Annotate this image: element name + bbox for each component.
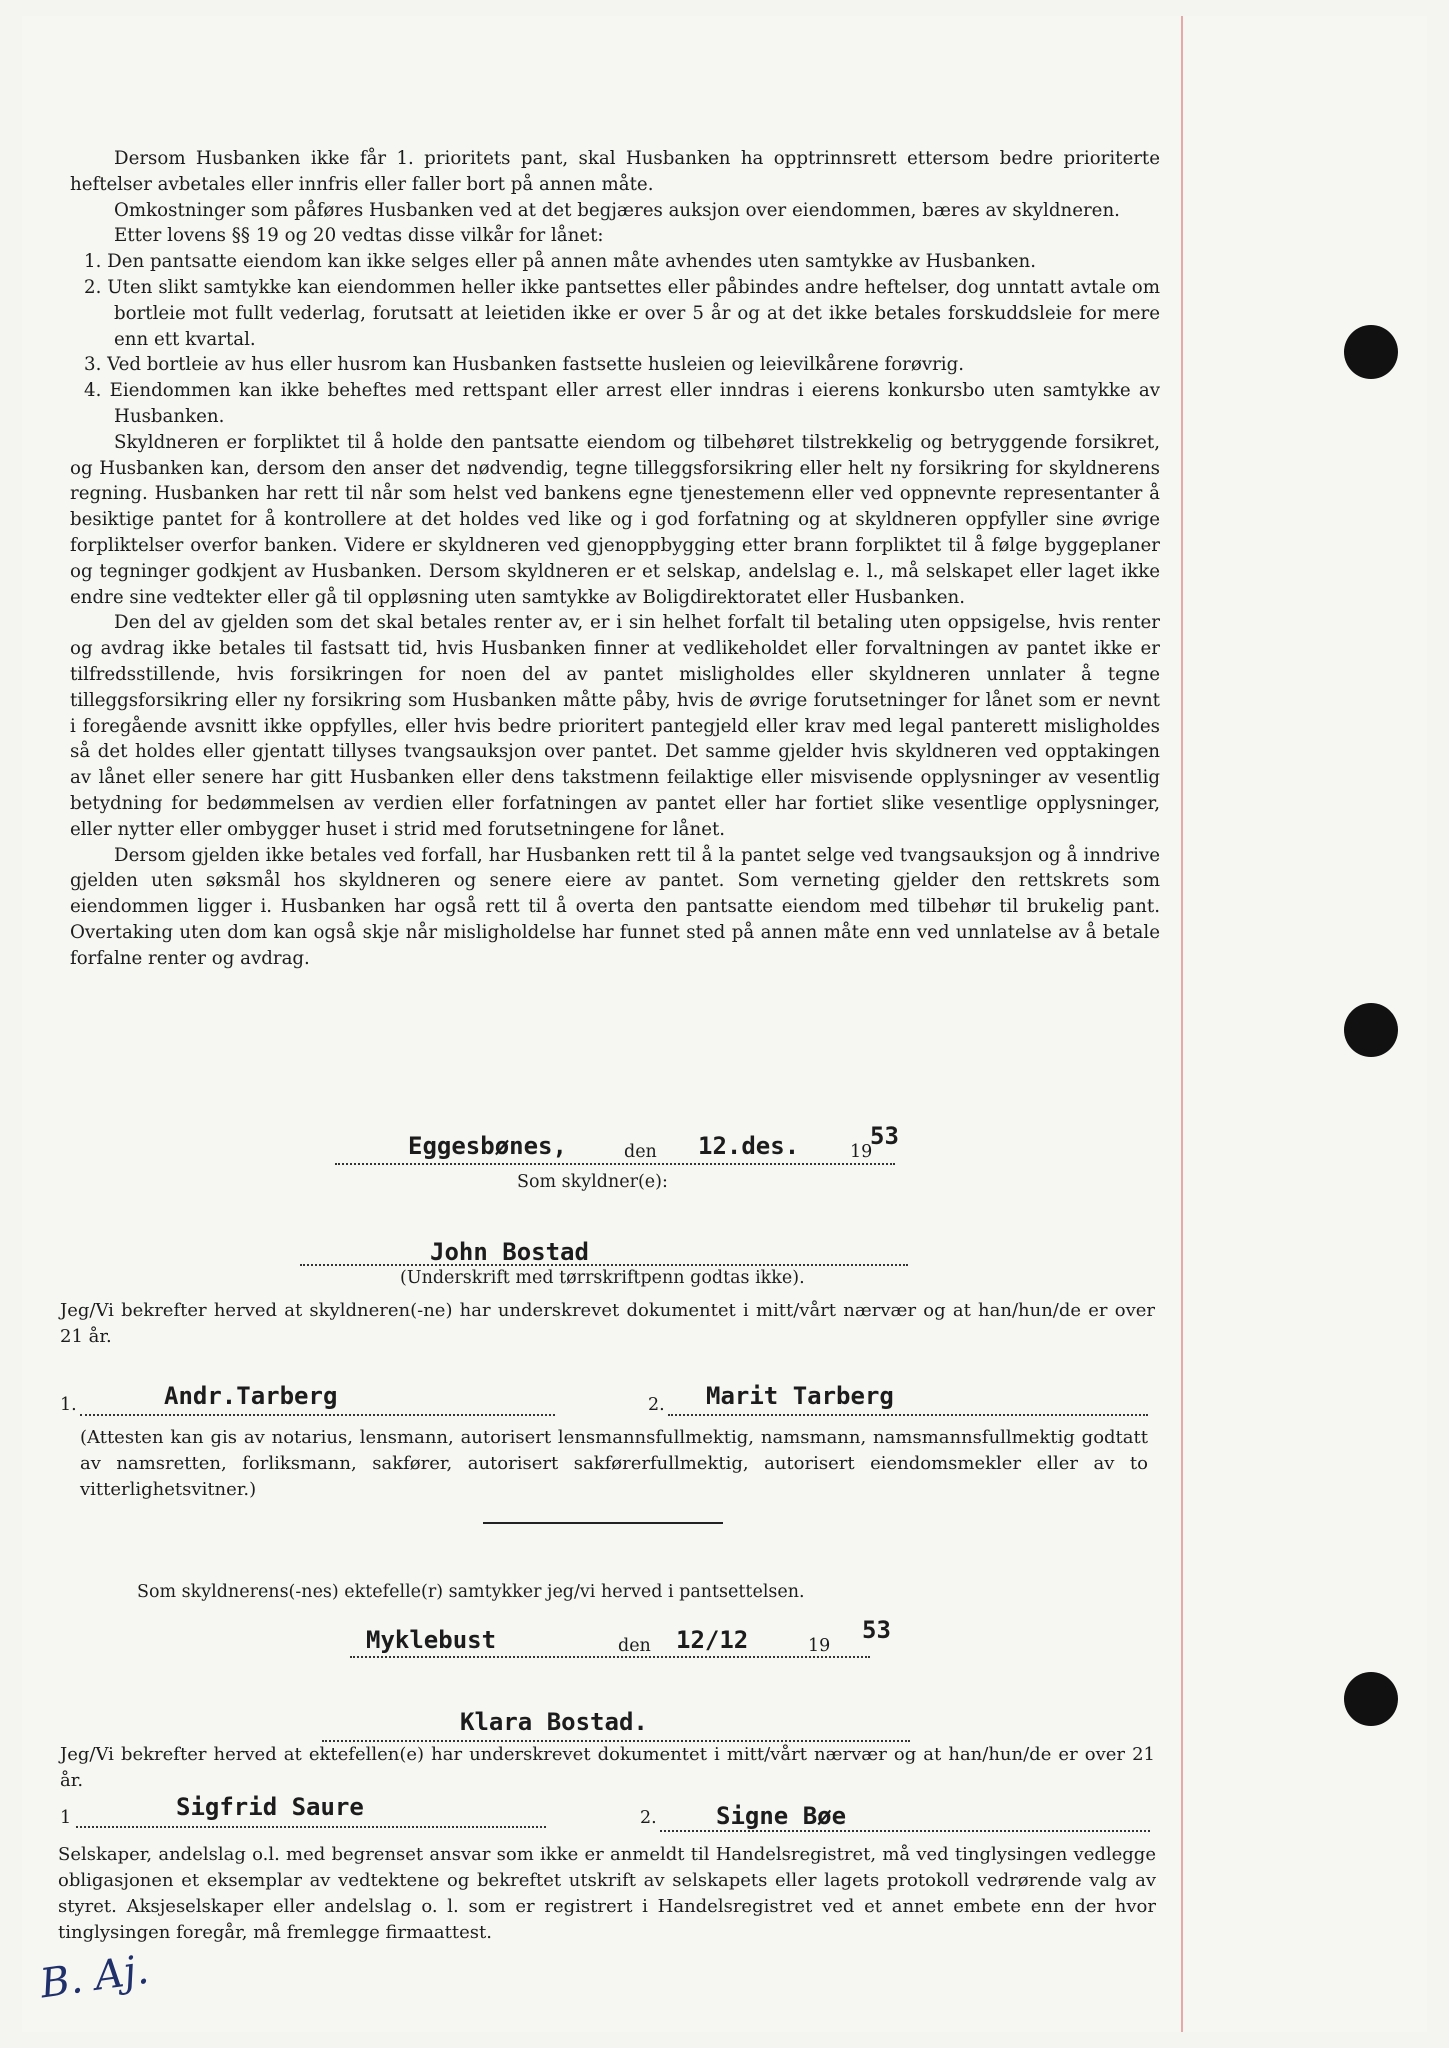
conditions-list <box>70 249 1160 430</box>
paragraph-default: Den del av gjelden som det skal betales renter av, er i sin helhet forfalt til betaling uten oppsigelse, hvis renter og avdrag ikke betales til fastsatt tid, hvis Husbanken finner at vedlikeholdet eller forvaltningen av pantet ikke er tilfredsstillende, hvis forsikringen for noen del av pantet misligholdes eller skyldneren unnlater å tegne tilleggsforsikring eller ny forsikring som Husbanken måtte påby, hvis de øvrige forutsetninger for lånet som er nevnt i foregående avsnitt ikke oppfylles, eller hvis bedre prioritert pantegjeld eller krav med legal panterett misligholdes så det holdes eller gjentatt tillyses tvangsauksjon over pantet. Det samme gjelder hvis skyldneren ved opptakingen av lånet eller senere har gitt Husbanken eller dens takstmenn feilaktige eller misvisende opplysninger av vesentlig betydning for bedømmelsen av verdien eller forfatningen av pantet eller har fortiet slike vesentlige opplysninger, eller nytter eller ombygger huset i strid med forutsetningene for lånet. <box>70 612 1160 840</box>
paragraph-foreclosure: Dersom gjelden ikke betales ved forfall, har Husbanken rett til å la pantet selge ved tvangsauksjon og å inndrive gjelden uten søksmål hos skyldneren og senere eiere av pantet. Som verneting gjelder den rettskrets som eiendommen ligger i. Husbanken har også rett til å overta den pantsatte eiendom med tilbehør til brukelig pant. Overtaking uten dom kan også skje når misligholdelse har funnet sted på annen måte enn ved unnlatelse av å betale forfalne renter og avdrag. <box>70 844 1160 969</box>
debtor-confirm-text: Jeg/Vi bekrefter herved at skyldneren(-ne) har underskrevet dokumentet i mitt/vårt nærvær og at han/hun/de er over 21 år. <box>60 1300 1155 1347</box>
den-label: den <box>624 1142 657 1162</box>
list-item: 4. Eiendommen kan ikke beheftes med rettspant eller arrest eller inndras i eierens konkursbo uten samtykke av Husbanken. <box>84 380 1160 427</box>
section-divider <box>483 1522 723 1524</box>
spouse-place-date-line <box>350 1656 870 1658</box>
year-suffix: 53 <box>870 1122 899 1150</box>
spouse-year-suffix: 53 <box>862 1616 891 1644</box>
list-item: 2. Uten slikt samtykke kan eiendommen heller ikke pantsettes eller påbindes andre heftelser, dog unntatt avtale om bortleie mot fullt vederlag, forutsatt at leietiden ikke er over 5 år og at det ikke betales forskuddsleie for mere enn ett kvartal. <box>84 276 1160 350</box>
year-prefix: 19 <box>850 1142 873 1162</box>
spouse-witness-2-number: 2. <box>640 1808 657 1828</box>
witness-1-number: 1. <box>60 1395 77 1415</box>
witness-2-number: 2. <box>648 1395 665 1415</box>
spouse-consent-text: Som skyldnerens(-nes) ektefelle(r) samtykker jeg/vi herved i pantsettelsen. <box>137 1582 805 1602</box>
signature-note: (Underskrift med tørrskriftpenn godtas ikke). <box>400 1268 805 1288</box>
punch-hole-middle <box>1344 1003 1398 1057</box>
spouse-date: 12/12 <box>676 1626 749 1654</box>
punch-hole-bottom <box>1344 1672 1398 1726</box>
attestation-note: (Attesten kan gis av notarius, lensmann, autorisert lensmannsfullmektig, namsmann, namsmannsfullmektig godtatt av namsretten, forliksmann, sakfører, autorisert sakførerfullmektig, autorisert eiendomsmekler eller av to vitterlighetsvitner.) <box>80 1427 1148 1500</box>
handwritten-initials: B. Aj. <box>37 1946 152 2008</box>
spouse-signature: Klara Bostad. <box>460 1708 648 1736</box>
place-date-dotted-line <box>335 1163 895 1165</box>
debtor-signature-line <box>300 1264 908 1266</box>
debtor-caption: Som skyldner(e): <box>517 1172 668 1192</box>
witness-2-line <box>668 1414 1148 1416</box>
list-item: 1. Den pantsatte eiendom kan ikke selges eller på annen måte avhendes uten samtykke av Husbanken. <box>84 251 1037 273</box>
spouse-den-label: den <box>618 1636 651 1656</box>
registration-footer: Selskaper, andelslag o.l. med begrenset ansvar som ikke er anmeldt til Handelsregistret, må ved tinglysingen vedlegge obligasjonen et eksemplar av vedtektene og bekreftet utskrift av selskapets eller lagets protokoll vedrørende valg av styret. Aksjeselskaper eller andelslag o. l. som er registrert i Handelsregistret ved et annet embete enn der hvor tinglysingen foregår, må fremlegge firmaattest. <box>58 1844 1156 1943</box>
debtor-signature: John Bostad <box>430 1238 589 1266</box>
margin-line <box>1181 16 1183 2032</box>
spouse-witness-1-signature: Sigfrid Saure <box>176 1793 364 1821</box>
spouse-confirm-text: Jeg/Vi bekrefter herved at ektefellen(e) har underskrevet dokumentet i mitt/vårt nærvær og at han/hun/de er over 21 år. <box>60 1744 1155 1791</box>
paragraph-priority: Dersom Husbanken ikke får 1. prioritets pant, skal Husbanken ha opptrinnsrett ettersom bedre prioriterte heftelser avbetales eller innfris eller faller bort på annen måte. <box>70 148 1160 195</box>
terms-text <box>70 146 1160 972</box>
list-item: 3. Ved bortleie av hus eller husrom kan Husbanken fastsette husleien og leievilkårene forøvrig. <box>84 354 965 376</box>
spouse-witness-1-line <box>76 1826 546 1828</box>
spouse-year-prefix: 19 <box>808 1636 831 1656</box>
debtor-place: Eggesbønes, <box>408 1132 567 1160</box>
spouse-place: Myklebust <box>366 1626 497 1654</box>
punch-hole-top <box>1344 325 1398 379</box>
spouse-witness-2-line <box>660 1830 1150 1832</box>
paragraph-costs: Omkostninger som påføres Husbanken ved at det begjæres auksjon over eiendommen, bæres av skyldneren. <box>114 199 1120 221</box>
paragraph-insurance: Skyldneren er forpliktet til å holde den pantsatte eiendom og tilbehøret tilstrekkelig og betryggende forsikret, og Husbanken kan, dersom den anser det nødvendig, tegne tilleggsforsikring eller helt ny forsikring for skyldnerens regning. Husbanken har rett til når som helst ved bankens egne tjenestemenn eller ved oppnevnte representanter å besiktige pantet for å kontrollere at det holdes ved like og i god forfatning og at skyldneren oppfyller sine øvrige forpliktelser overfor banken. Videre er skyldneren ved gjenoppbygging etter brann forpliktet til å følge byggeplaner og tegninger godkjent av Husbanken. Dersom skyldneren er et selskap, andelslag e. l., må selskapet eller laget ikke endre sine vedtekter eller gå til oppløsning uten samtykke av Boligdirektoratet eller Husbanken. <box>70 431 1160 608</box>
debtor-date: 12.des. <box>698 1132 800 1160</box>
paragraph-conditions-intro: Etter lovens §§ 19 og 20 vedtas disse vilkår for lånet: <box>114 225 604 247</box>
witness-2-signature: Marit Tarberg <box>706 1382 894 1410</box>
witness-1-line <box>80 1414 555 1416</box>
spouse-witness-1-number: 1 <box>60 1808 72 1828</box>
witness-1-signature: Andr.Tarberg <box>164 1382 338 1410</box>
spouse-witness-2-signature: Signe Bøe <box>716 1802 847 1830</box>
